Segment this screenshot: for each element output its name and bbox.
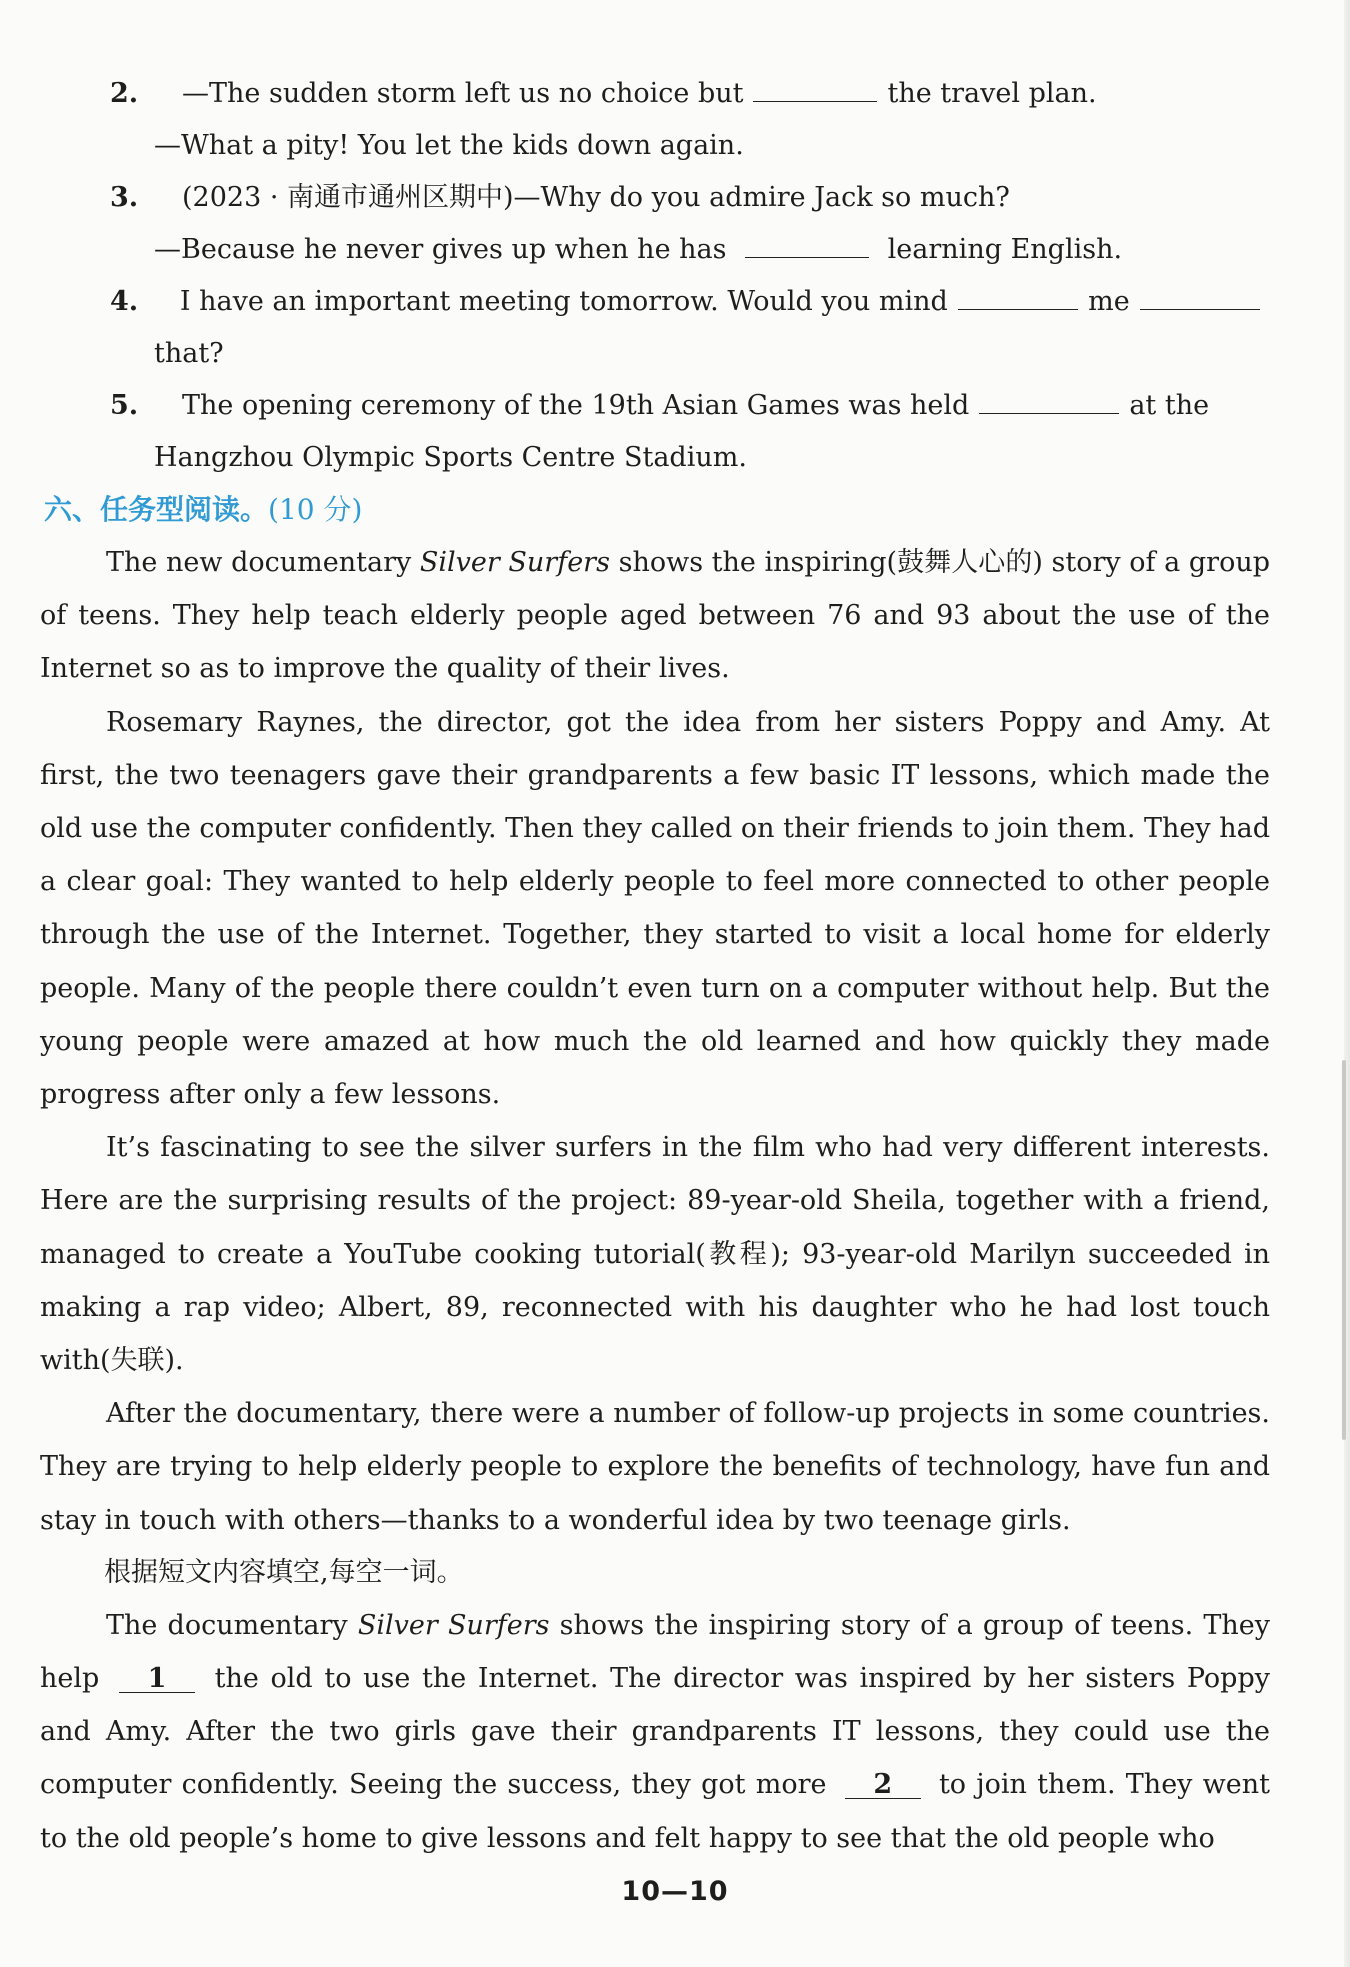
documentary-title: Silver Surfers (357, 1609, 550, 1641)
question-2-line-2: —What a pity! You let the kids down again. (154, 130, 744, 161)
question-number: 4. (110, 286, 139, 317)
page-content (40, 68, 1270, 1865)
question-text: (2023 · 南通市通州区期中)—Why do you admire Jack so much? (182, 182, 1010, 213)
summary-blank-1[interactable]: 1 (119, 1666, 195, 1693)
question-5 (40, 380, 1270, 484)
paragraph-text: The new documentary (106, 547, 420, 578)
summary-paragraph (40, 1599, 1270, 1865)
binding-mark (1342, 1060, 1346, 1440)
answer-blank[interactable] (958, 285, 1078, 310)
passage-paragraph-1 (40, 536, 1270, 696)
answer-blank[interactable] (745, 233, 869, 258)
section-score: (10 分) (268, 493, 363, 526)
question-2 (40, 68, 1270, 172)
summary-text: to join them. They went to the old people’s home to give lessons and felt happy to see that the old people who (40, 1769, 1270, 1854)
question-4-line-1 (40, 276, 1270, 328)
question-number: 5. (110, 390, 139, 421)
question-number: 2. (110, 78, 139, 109)
passage-paragraph-4: After the documentary, there were a number of follow-up projects in some countries. They are trying to help elderly people to explore the benefits of technology, have fun and stay in touch with others—thanks to a wonderful idea by two teenage girls. (40, 1398, 1270, 1536)
question-text: I have an important meeting tomorrow. Would you mind (179, 286, 948, 317)
question-text: The opening ceremony of the 19th Asian Games was held (182, 390, 970, 421)
answer-blank[interactable] (753, 77, 877, 102)
question-5-line-1 (40, 380, 1270, 432)
paragraph-text: shows the inspiring(鼓舞人心的) story of a group of teens. They help teach elderly people aged between 76 and 93 about the use of the Internet so as to improve the quality of their lives. (40, 547, 1271, 685)
summary-text: the old to use the Internet. The director was inspired by her sisters Poppy and Amy. After the two girls gave their grandparents IT lessons, they could use the computer confidently. Seeing the success, they got more (40, 1663, 1270, 1801)
question-text: —Because he never gives up when he has (154, 234, 727, 265)
question-3-line-2 (40, 224, 1270, 276)
question-3-line-1 (40, 172, 1270, 224)
page-edge (1344, 0, 1350, 1967)
answer-blank[interactable] (979, 389, 1119, 414)
summary-text: shows the inspiring story of a group of teens. They help (40, 1609, 1271, 1695)
question-4-line-2: that? (154, 338, 224, 369)
summary-text: The documentary (106, 1609, 358, 1641)
summary-blank-2[interactable]: 2 (845, 1772, 921, 1799)
question-text: me (1088, 286, 1130, 317)
question-4 (40, 276, 1270, 380)
section-heading (44, 484, 1270, 536)
question-2-line-1 (40, 68, 1270, 120)
question-text: the travel plan. (887, 78, 1097, 109)
passage-paragraph-2: Rosemary Raynes, the director, got the idea from her sisters Poppy and Amy. At first, the two teenagers gave their grandparents a few basic IT lessons, which made the old use the computer confidently. Then they called on their friends to join them. They had a clear goal: They wanted to help elderly people to feel more connected to other people through the use of the Internet. Together, they started to visit a local home for elderly people. Many of the people there couldn’t even turn on a computer without help. But the young people were amazed at how much the old learned and how quickly they made progress after only a few lessons. (40, 706, 1270, 1111)
question-text: at the (1129, 390, 1210, 421)
question-text: —The sudden storm left us no choice but (182, 78, 744, 109)
question-number: 3. (110, 182, 139, 213)
question-5-line-2: Hangzhou Olympic Sports Centre Stadium. (154, 442, 747, 473)
question-3 (40, 172, 1270, 276)
task-instruction: 根据短文内容填空,每空一词。 (104, 1556, 464, 1588)
question-text: learning English. (887, 234, 1123, 265)
page-number: 10—10 (621, 1876, 729, 1907)
documentary-title: Silver Surfers (419, 547, 610, 578)
answer-blank[interactable] (1140, 285, 1260, 310)
passage-paragraph-3: It’s fascinating to see the silver surfers in the film who had very different interests. Here are the surprising results of the project: 89-year-old Sheila, together with a friend, managed to create a YouTube cooking tutorial(教程); 93-year-old Marilyn succeeded in making a rap video; Albert, 89, reconnected with his daughter who he had lost touch with(失联). (40, 1132, 1270, 1377)
section-title: 六、任务型阅读。 (44, 493, 269, 526)
